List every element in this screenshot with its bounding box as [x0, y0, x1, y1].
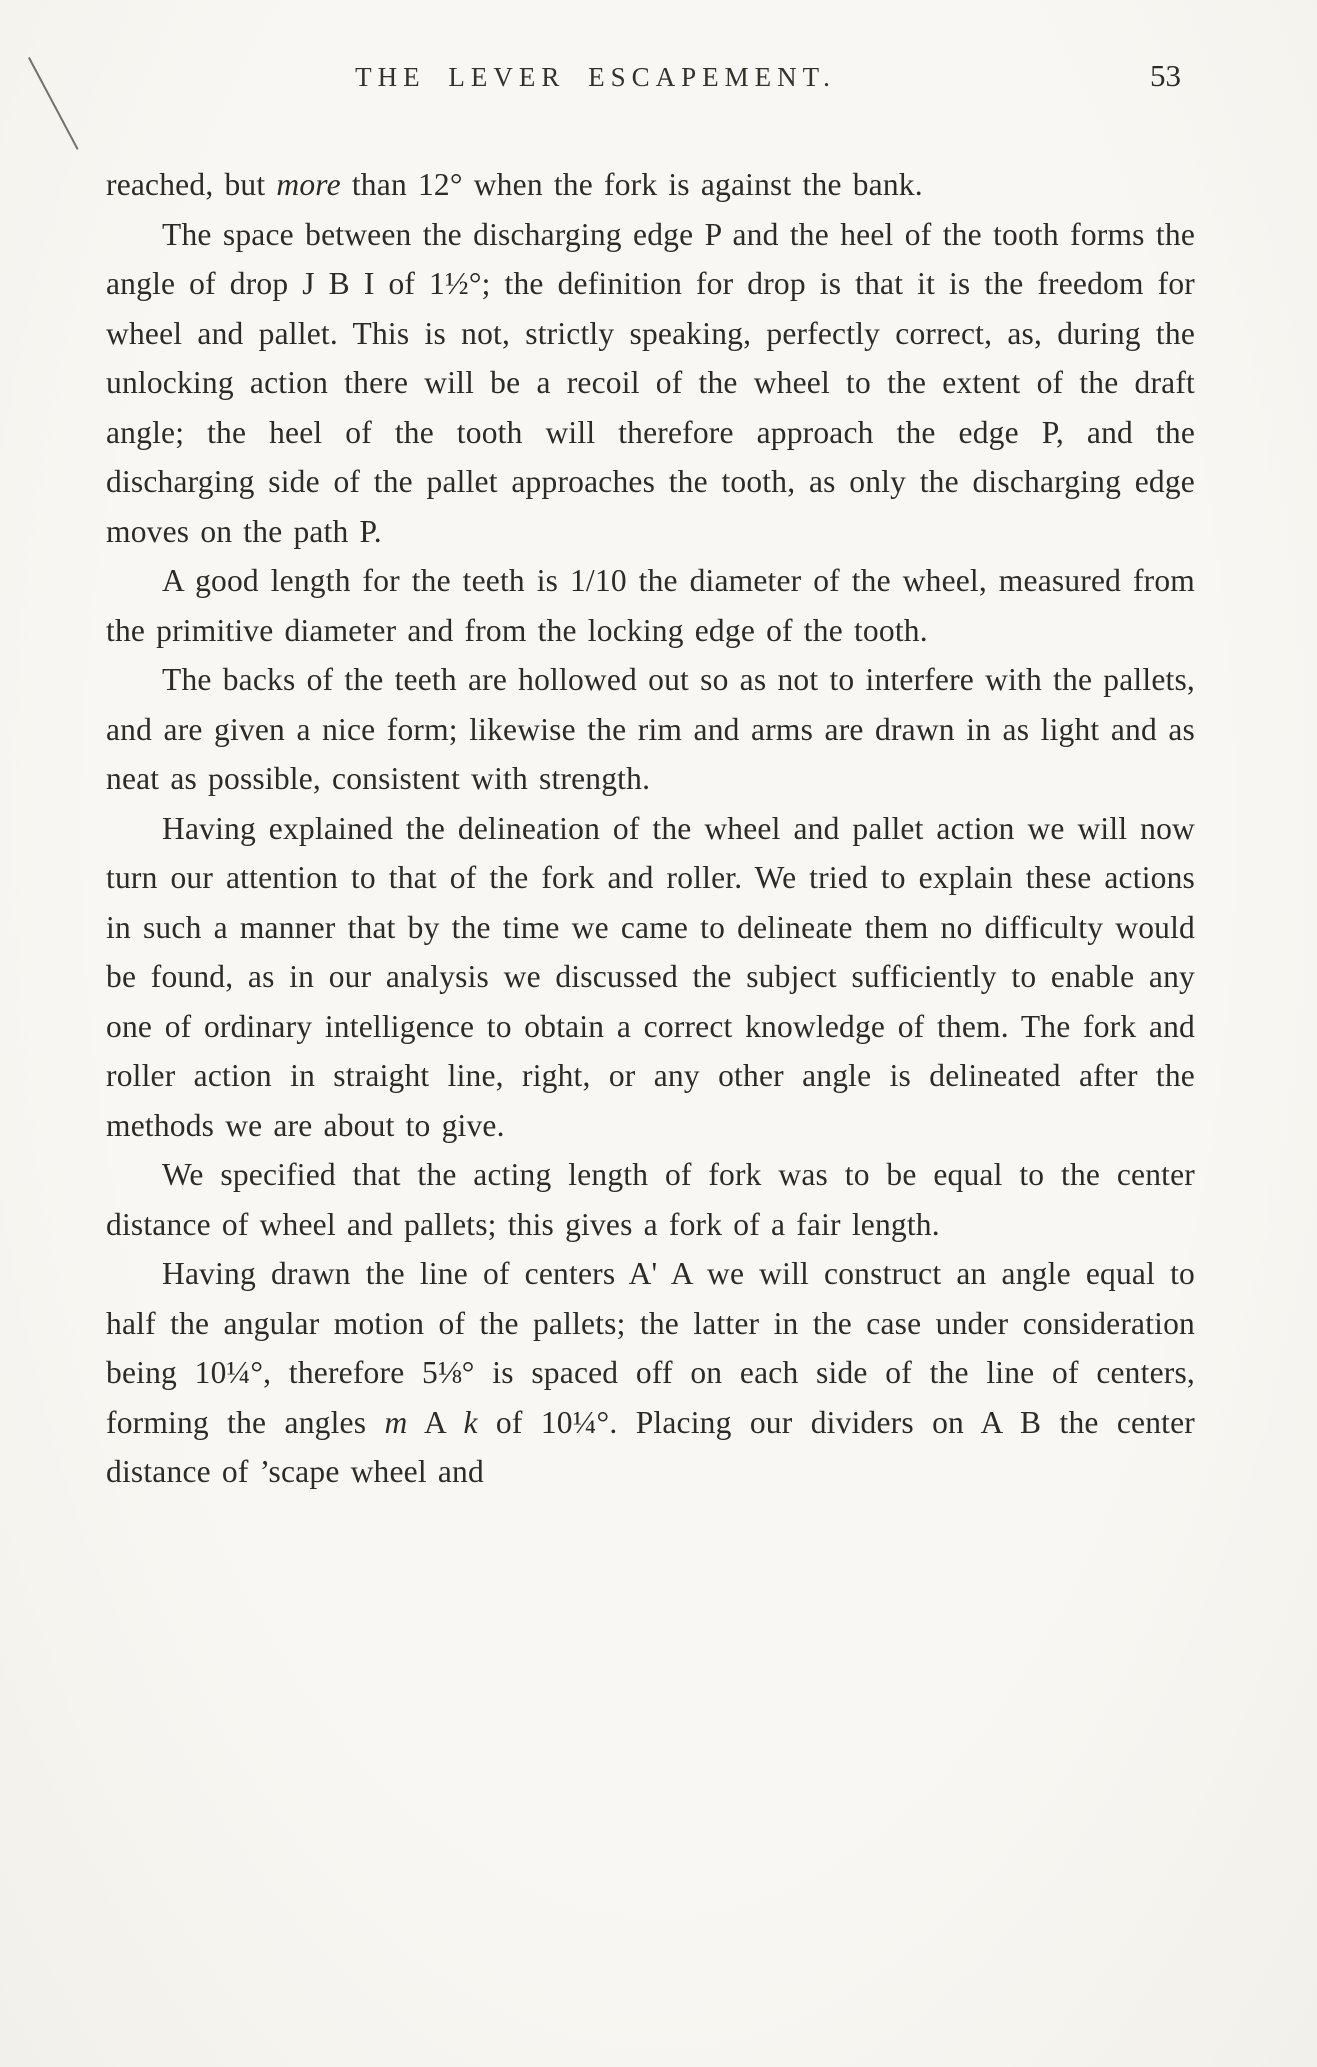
page-body [106, 160, 1195, 1497]
text-run: Having drawn the line of centers A' A we will construct an angle equal to half the angular motion of the pallets; the latter in the case under consideration being 10¼°, therefore 5⅛° is spaced off on each side of the line of centers, forming the angles [106, 1256, 1195, 1440]
paragraph [106, 556, 1195, 655]
paragraph [106, 655, 1195, 804]
text-run: The backs of the teeth are hollowed out so as not to interfere with the pallets, and are given a nice form; likewise the rim and arms are drawn in as light and as neat as possible, consistent with strength. [106, 662, 1195, 796]
page-number: 53 [1150, 58, 1181, 93]
italic-text: m [384, 1404, 408, 1440]
paragraph [106, 1249, 1195, 1497]
text-run: reached, but [106, 167, 277, 202]
italic-text: more [276, 167, 341, 202]
text-run: than 12° when the fork is against the bank. [340, 167, 923, 202]
running-title: THE LEVER ESCAPEMENT. [355, 62, 836, 92]
italic-text: k [463, 1404, 478, 1440]
text-run: We specified that the acting length of fork was to be equal to the center distance of wheel and pallets; this gives a fork of a fair length. [106, 1157, 1195, 1242]
text-run: A good length for the teeth is 1/10 the diameter of the wheel, measured from the primitive diameter and from the locking edge of the tooth. [106, 563, 1195, 648]
running-head [106, 58, 1195, 108]
text-run: The space between the discharging edge P and the heel of the tooth forms the angle of drop J B I of 1½°; the definition for drop is that it is the freedom for wheel and pallet. This is not, strictly speaking, perfectly correct, as, during the unlocking action there will be a recoil of the wheel to the extent of the draft angle; the heel of the tooth will therefore approach the edge P, and the discharging side of the pallet approaches the tooth, as only the discharging edge moves on the path P. [106, 216, 1195, 549]
paragraph [106, 210, 1195, 557]
paragraph [106, 1150, 1195, 1249]
paragraph [106, 160, 1195, 210]
text-run: A [407, 1404, 464, 1440]
text-run: Having explained the delineation of the wheel and pallet action we will now turn our attention to that of the fork and roller. We tried to explain these actions in such a manner that by the time we came to delineate them no difficulty would be found, as in our analysis we discussed the subject sufficiently to enable any one of ordinary intelligence to obtain a correct knowledge of them. The fork and roller action in straight line, right, or any other angle is delineated after the methods we are about to give. [106, 810, 1195, 1143]
scan-artifact-line [28, 57, 79, 150]
text-run: of 10¼°. Placing our dividers on A B the center distance of ’scape wheel and [106, 1404, 1195, 1489]
paragraph [106, 804, 1195, 1151]
